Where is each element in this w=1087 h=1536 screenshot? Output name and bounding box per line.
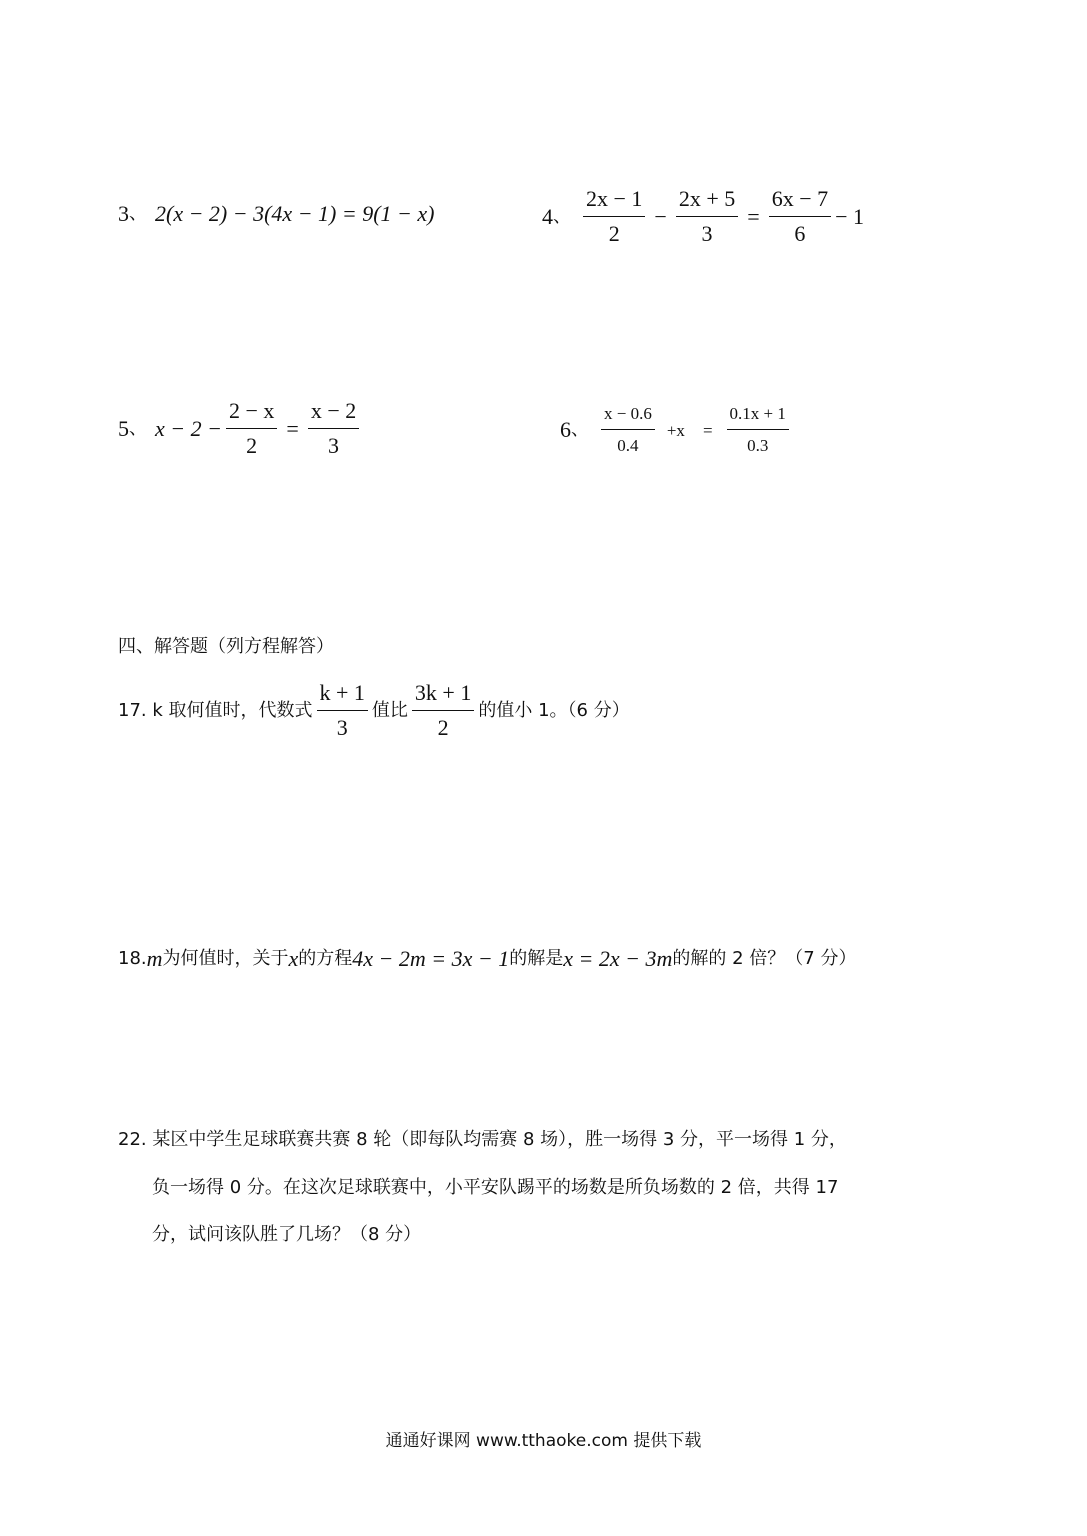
fraction-denominator: 3 xyxy=(328,433,340,459)
question-18-number: 18. xyxy=(118,948,147,969)
equation-4-number: 4 xyxy=(542,203,553,229)
equation-3-separator: 、 xyxy=(129,203,147,224)
equation-6-fraction-2 xyxy=(727,404,789,457)
equation-4 xyxy=(542,186,864,248)
variable-x: x xyxy=(288,946,299,971)
equation-5-number: 5 xyxy=(118,415,129,441)
equation-6-number: 6 xyxy=(560,417,571,443)
equation-4-fraction-3 xyxy=(769,186,831,248)
equation-4-separator: 、 xyxy=(553,205,571,227)
equation-6-middle: +x xyxy=(666,420,685,440)
question-17-fraction-1 xyxy=(317,680,368,742)
fraction-numerator: k + 1 xyxy=(317,680,368,711)
fraction-numerator: 2x + 5 xyxy=(676,186,738,217)
question-18-text-4: 的解的 2 倍？（7 分） xyxy=(672,948,857,969)
question-17-middle: 值比 xyxy=(371,699,408,721)
question-18-text-1: 为何值时，关于 xyxy=(162,948,289,969)
fraction-denominator: 0.4 xyxy=(617,436,639,456)
equation-b: x = 2x − 3m xyxy=(563,946,673,971)
equation-5 xyxy=(118,398,363,460)
question-17 xyxy=(118,680,630,742)
question-18-text-2: 的方程 xyxy=(298,948,353,969)
equation-5-lead: x − 2 − xyxy=(155,415,222,441)
fraction-numerator: x − 2 xyxy=(308,398,359,429)
question-17-prefix: 17. k 取何值时，代数式 xyxy=(118,699,313,721)
question-22-line-3: 分，试问该队胜了几场？（8 分） xyxy=(152,1224,422,1245)
equation-a: 4x − 2m = 3x − 1 xyxy=(352,946,510,971)
section-heading: 四、解答题（列方程解答） xyxy=(118,636,334,657)
question-17-fraction-2 xyxy=(412,680,474,742)
fraction-denominator: 2 xyxy=(437,715,449,741)
question-22-line-1: 22. 某区中学生足球联赛共赛 8 轮（即每队均需赛 8 场），胜一场得 3 分，平一场得 1 分， xyxy=(118,1129,847,1150)
fraction-denominator: 2 xyxy=(246,433,258,459)
question-18 xyxy=(118,948,856,970)
question-18-text-3: 的解是 xyxy=(509,948,564,969)
fraction-denominator: 0.3 xyxy=(747,436,769,456)
operator: = xyxy=(747,203,760,229)
fraction-denominator: 3 xyxy=(701,221,713,247)
fraction-denominator: 3 xyxy=(336,715,348,741)
equation-6-fraction-1 xyxy=(601,404,655,457)
equation-4-fraction-1 xyxy=(583,186,645,248)
page-footer: 通通好课网 www.tthaoke.com 提供下载 xyxy=(385,1431,702,1451)
fraction-denominator: 2 xyxy=(608,221,620,247)
question-22-line-2: 负一场得 0 分。在这次足球联赛中，小平安队踢平的场数是所负场数的 2 倍，共得 17 xyxy=(152,1177,839,1198)
operator: − xyxy=(654,203,667,229)
equation-5-fraction-2 xyxy=(308,398,359,460)
question-17-suffix: 的值小 1。（6 分） xyxy=(478,699,630,721)
fraction-numerator: x − 0.6 xyxy=(601,404,655,430)
fraction-numerator: 0.1x + 1 xyxy=(727,404,789,430)
fraction-numerator: 2 − x xyxy=(226,398,277,429)
operator: = xyxy=(286,415,299,441)
fraction-denominator: 6 xyxy=(794,221,806,247)
operator: = xyxy=(702,420,713,440)
equation-6-separator: 、 xyxy=(571,419,589,441)
equation-3-expression: 2(x − 2) − 3(4x − 1) = 9(1 − x) xyxy=(155,201,435,226)
equation-5-separator: 、 xyxy=(129,417,147,439)
fraction-numerator: 3k + 1 xyxy=(412,680,474,711)
equation-5-fraction-1 xyxy=(226,398,277,460)
equation-3-number: 3 xyxy=(118,201,129,226)
equation-3 xyxy=(118,203,434,225)
fraction-numerator: 6x − 7 xyxy=(769,186,831,217)
equation-4-fraction-2 xyxy=(676,186,738,248)
fraction-numerator: 2x − 1 xyxy=(583,186,645,217)
equation-4-tail: − 1 xyxy=(835,203,865,229)
variable-m: m xyxy=(146,946,163,971)
equation-6 xyxy=(560,404,793,457)
